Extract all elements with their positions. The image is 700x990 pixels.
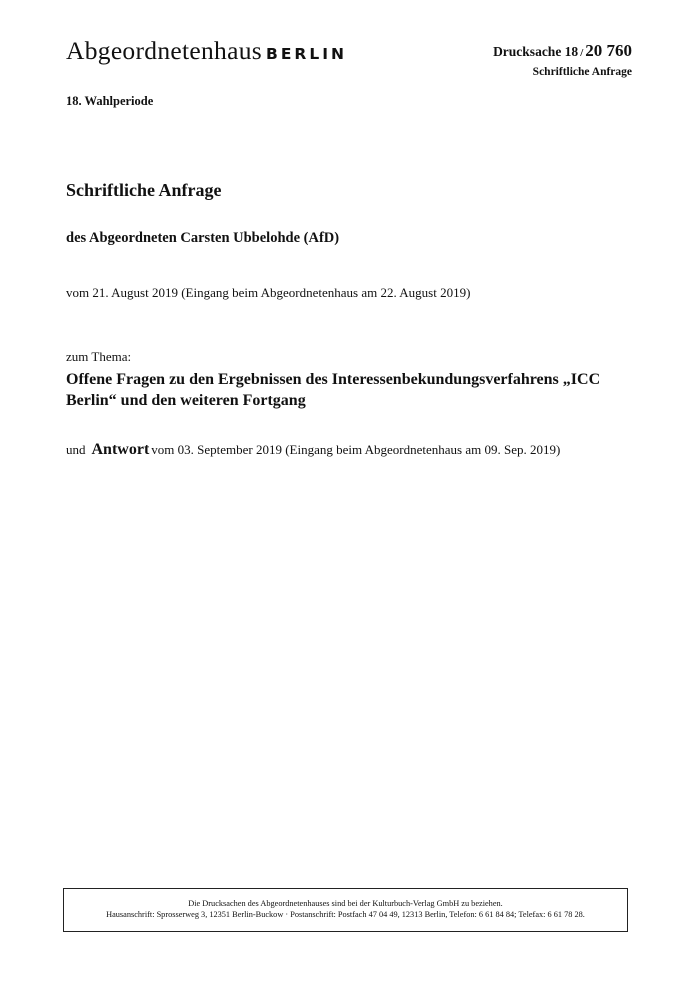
answer-prefix: und xyxy=(66,442,86,457)
footer-line-2: Hausanschrift: Sprosserweg 3, 12351 Berlin-Buckow · Postanschrift: Postfach 47 04 49, 12313 Berlin, Telefon: 6 61 84 84; Telefax: 6 61 78 28. xyxy=(106,910,585,919)
answer-line xyxy=(66,441,560,459)
logo-main-text: Abgeordnetenhaus xyxy=(66,36,262,65)
legislative-period: 18. Wahlperiode xyxy=(66,94,154,108)
document-number xyxy=(493,42,632,60)
logo xyxy=(66,38,347,64)
page-title: Schriftliche Anfrage xyxy=(66,180,222,200)
topic-label: zum Thema: xyxy=(66,349,132,364)
footer-line-1: Die Drucksachen des Abgeordnetenhauses sind bei der Kulturbuch-Verlag GmbH zu beziehen. xyxy=(188,899,503,908)
answer-date: vom 03. September 2019 (Eingang beim Abgeordnetenhaus am 09. Sep. 2019) xyxy=(151,442,561,457)
date-line: vom 21. August 2019 (Eingang beim Abgeordnetenhaus am 22. August 2019) xyxy=(66,285,471,300)
document-label: Drucksache 18 xyxy=(493,44,579,59)
logo-city-text: BERLIN xyxy=(266,45,347,63)
footer-box xyxy=(63,888,628,932)
author-line: des Abgeordneten Carsten Ubbelohde (AfD) xyxy=(66,230,340,246)
document-separator: / xyxy=(580,47,584,59)
topic-text: Offene Fragen zu den Ergebnissen des Interessenbekundungsverfahrens „ICC Berlin“ und den weiteren Fortgang xyxy=(66,371,601,409)
document-type: Schriftliche Anfrage xyxy=(532,66,632,78)
answer-label: Antwort xyxy=(91,441,150,458)
document-number-value: 20 760 xyxy=(585,41,632,60)
